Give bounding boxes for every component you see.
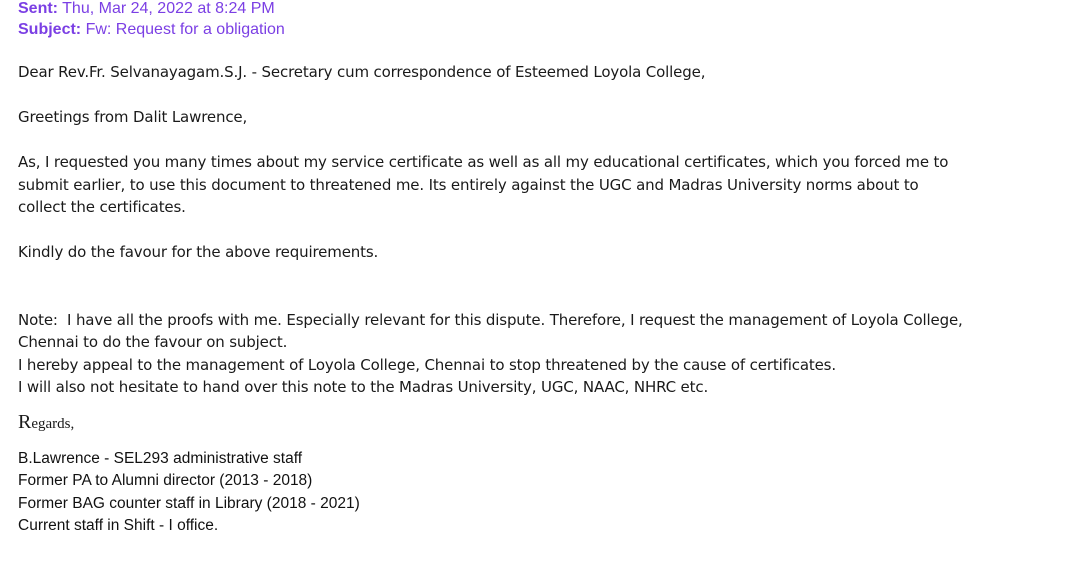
sent-row [18,0,1063,19]
request-line-3: collect the certificates. [18,198,186,216]
note-line-3: I hereby appeal to the management of Loyola College, Chennai to stop threatened by the cause of certificates. [18,355,836,374]
request-line-1: As, I requested you many times about my service certificate as well as all my educational certificates, which you forced me to [18,153,949,171]
regards-rest: egards, [31,415,75,432]
note-line-4: I will also not hesitate to hand over this note to the Madras University, UGC, NAAC, NHRC etc. [18,378,709,396]
email-body [18,61,1063,399]
subject-label: Subject: [18,21,82,38]
signature-line: Former BAG counter staff in Library (2018 - 2021) [18,494,360,512]
request-line-2: submit earlier, to use this document to threatened me. Its entirely against the UGC and Madras University norms about to [18,175,919,194]
signature-line: B.Lawrence - SEL293 administrative staff [18,449,303,467]
subject-value: Fw: Request for a obligation [85,21,285,38]
email-message [18,0,1063,538]
greeting: Greetings from Dalit Lawrence, [18,108,248,126]
sent-value: Thu, Mar 24, 2022 at 8:24 PM [62,0,275,17]
subject-row [18,19,1063,40]
sent-label: Sent: [18,0,58,17]
favour-paragraph: Kindly do the favour for the above requirements. [18,243,379,261]
signature-line: Former PA to Alumni director (2013 - 2018) [18,472,313,490]
salutation: Dear Rev.Fr. Selvanayagam.S.J. - Secretary cum correspondence of Esteemed Loyola College, [18,63,706,81]
regards-initial: R [18,410,32,433]
signature-line: Current staff in Shift - I office. [18,517,219,535]
note-line-1: Note: I have all the proofs with me. Especially relevant for this dispute. Therefore, I request the management of Loyola College, [18,310,963,329]
request-paragraph [18,151,1063,219]
note-paragraph [18,309,1063,399]
closing-regards [18,411,1063,435]
signature-block [18,448,1063,538]
note-line-2: Chennai to do the favour on subject. [18,333,288,351]
